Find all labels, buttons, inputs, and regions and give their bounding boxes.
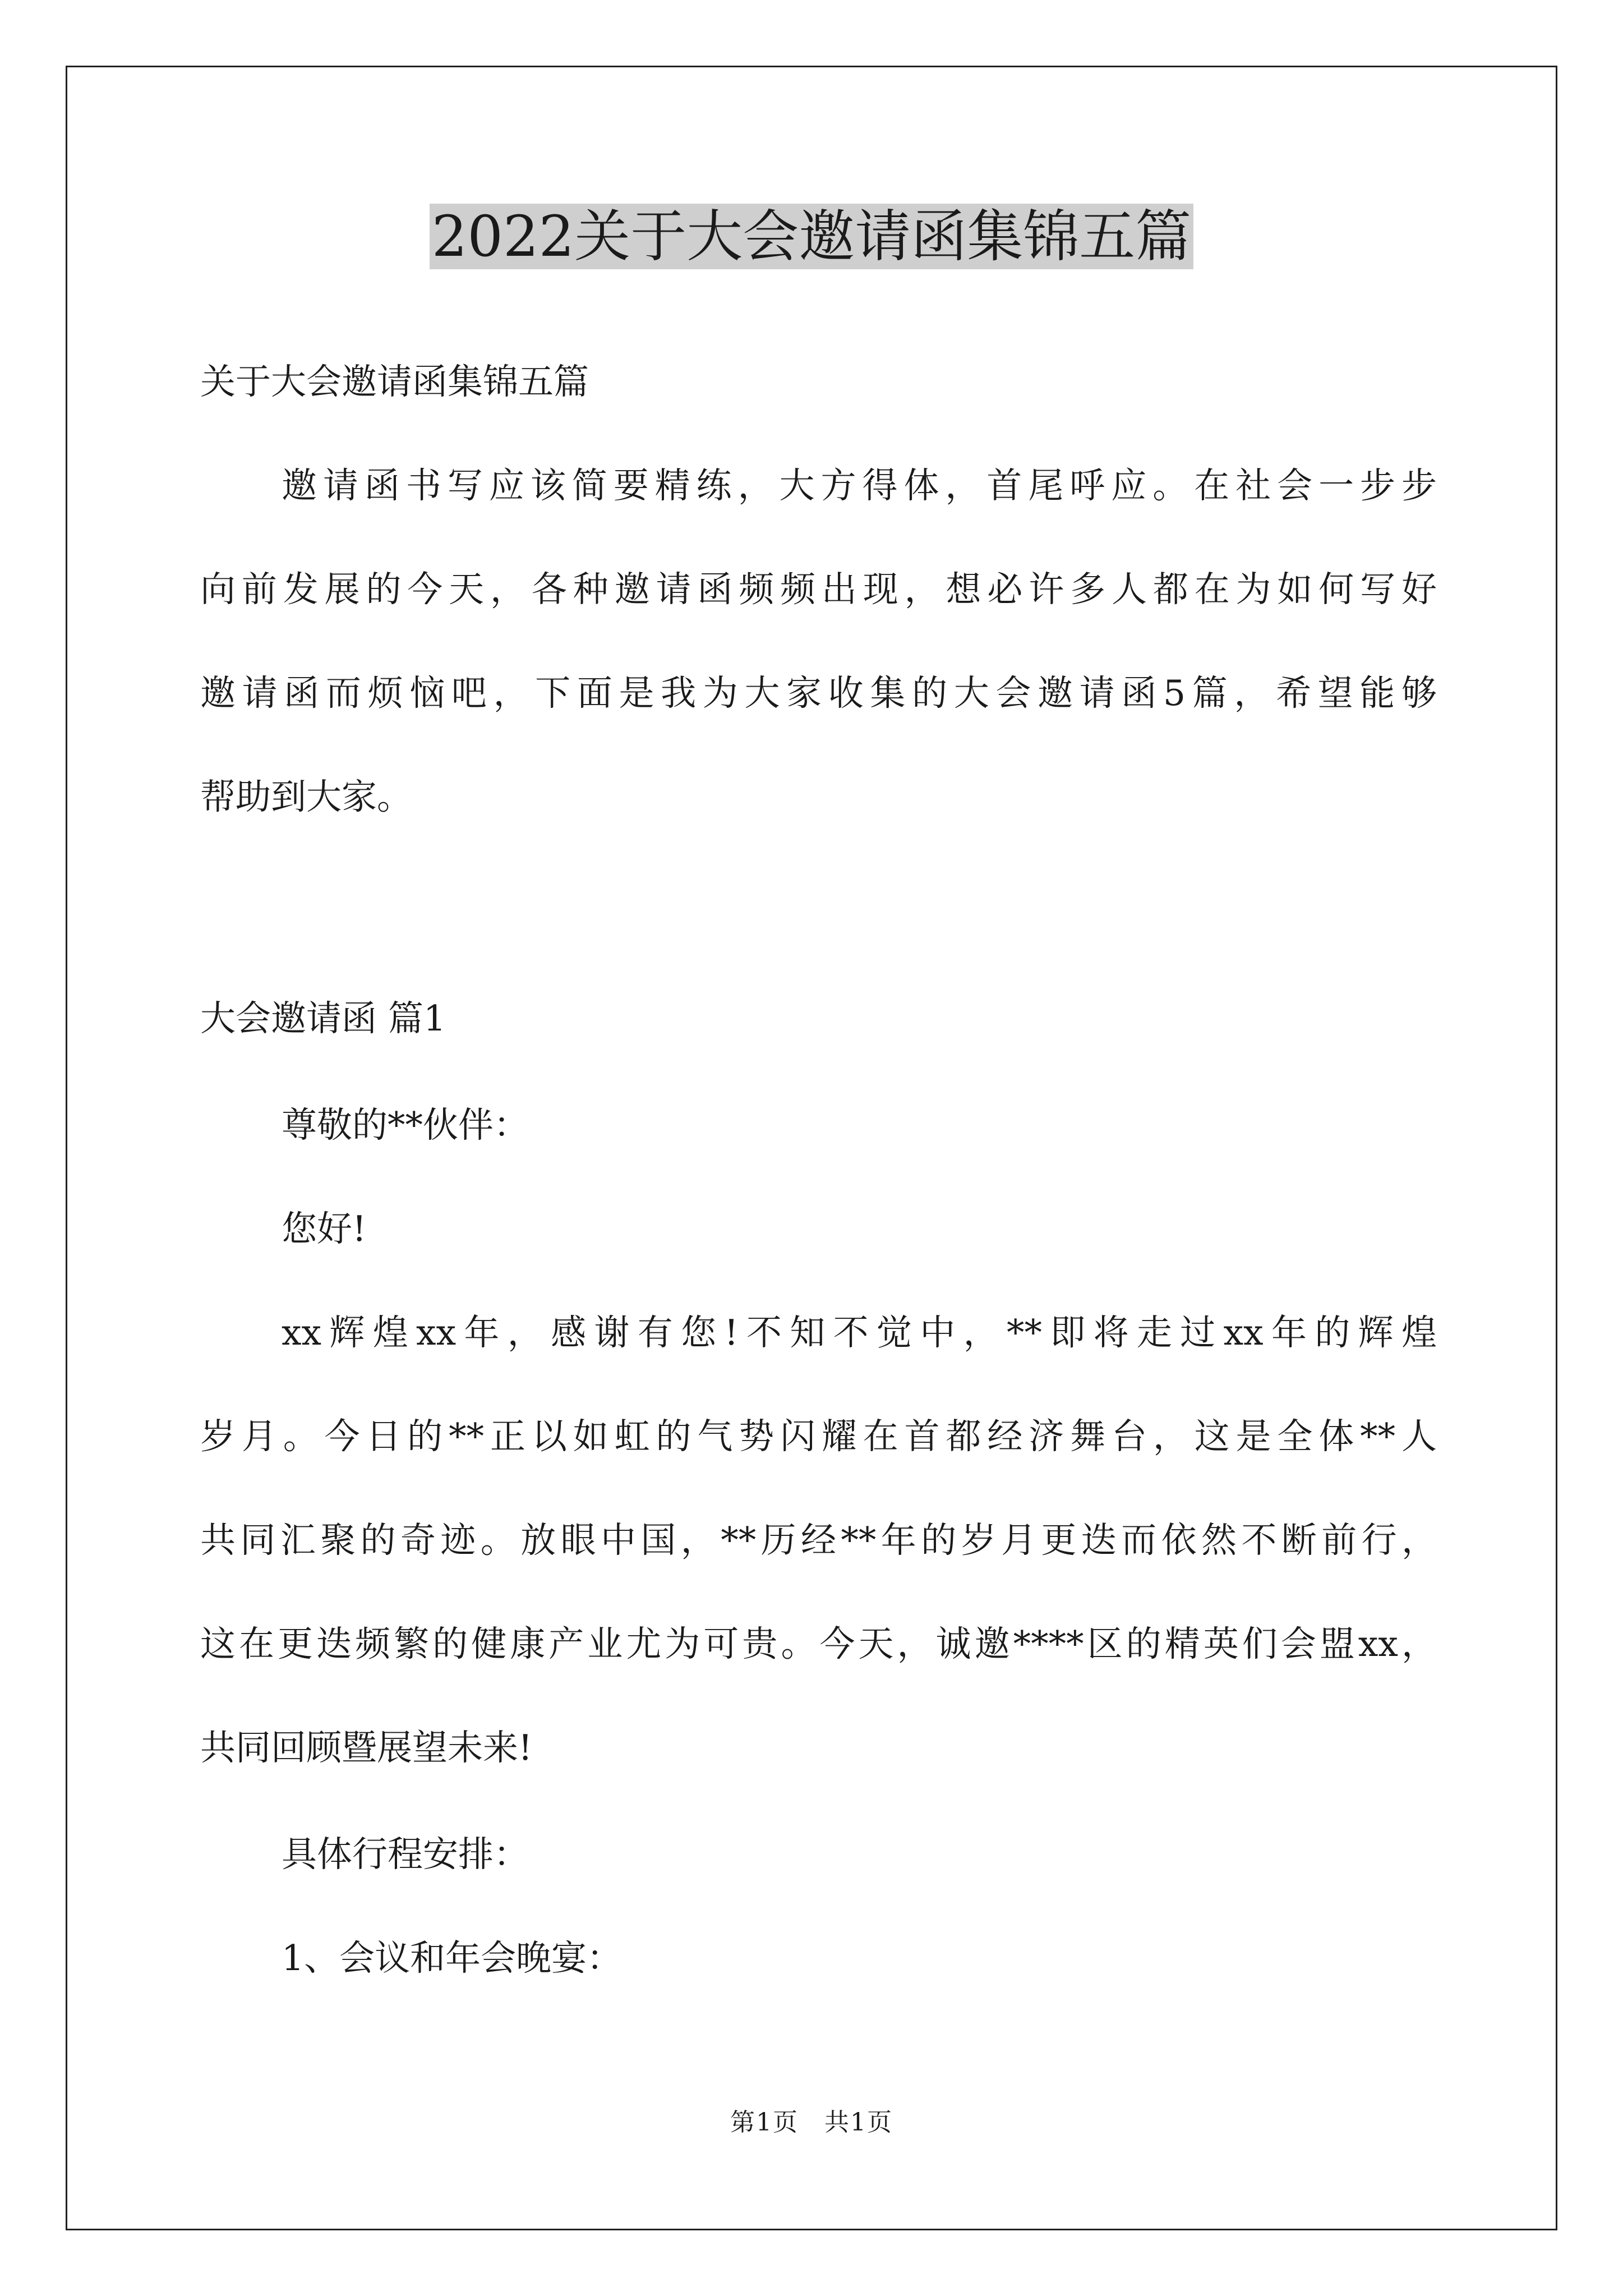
intro-line-4: 帮助到大家。	[200, 776, 412, 817]
schedule-item-1: 1、会议和年会晚宴：	[282, 1938, 623, 1978]
subtitle: 关于大会邀请函集锦五篇	[200, 361, 589, 402]
schedule-heading: 具体行程安排：	[282, 1834, 529, 1875]
paragraph-line-2: 岁月。今日的**正以如虹的气势闪耀在首都经济舞台，这是全体**人	[200, 1416, 1437, 1457]
section-heading: 大会邀请函 篇1	[200, 998, 446, 1039]
salutation: 尊敬的**伙伴：	[282, 1105, 529, 1145]
intro-line-1: 邀请函书写应该简要精练，大方得体，首尾呼应。在社会一步步	[282, 465, 1437, 506]
paragraph-line-3: 共同汇聚的奇迹。放眼中国，**历经**年的岁月更迭而依然不断前行，	[200, 1520, 1437, 1561]
document-title-text: 2022关于大会邀请函集锦五篇	[430, 204, 1194, 269]
greeting: 您好!	[282, 1208, 367, 1249]
intro-line-2: 向前发展的今天，各种邀请函频频出现，想必许多人都在为如何写好	[200, 569, 1437, 610]
page-footer: 第1页 共1页	[730, 2108, 893, 2137]
paragraph-line-5: 共同回顾暨展望未来!	[200, 1727, 533, 1768]
intro-line-3: 邀请函而烦恼吧，下面是我为大家收集的大会邀请函5篇，希望能够	[200, 673, 1437, 714]
paragraph-line-1: xx辉煌xx年，感谢有您!不知不觉中，**即将走过xx年的辉煌	[282, 1312, 1437, 1353]
paragraph-line-4: 这在更迭频繁的健康产业尤为可贵。今天，诚邀****区的精英们会盟xx，	[200, 1623, 1437, 1664]
document-title	[0, 197, 1623, 276]
